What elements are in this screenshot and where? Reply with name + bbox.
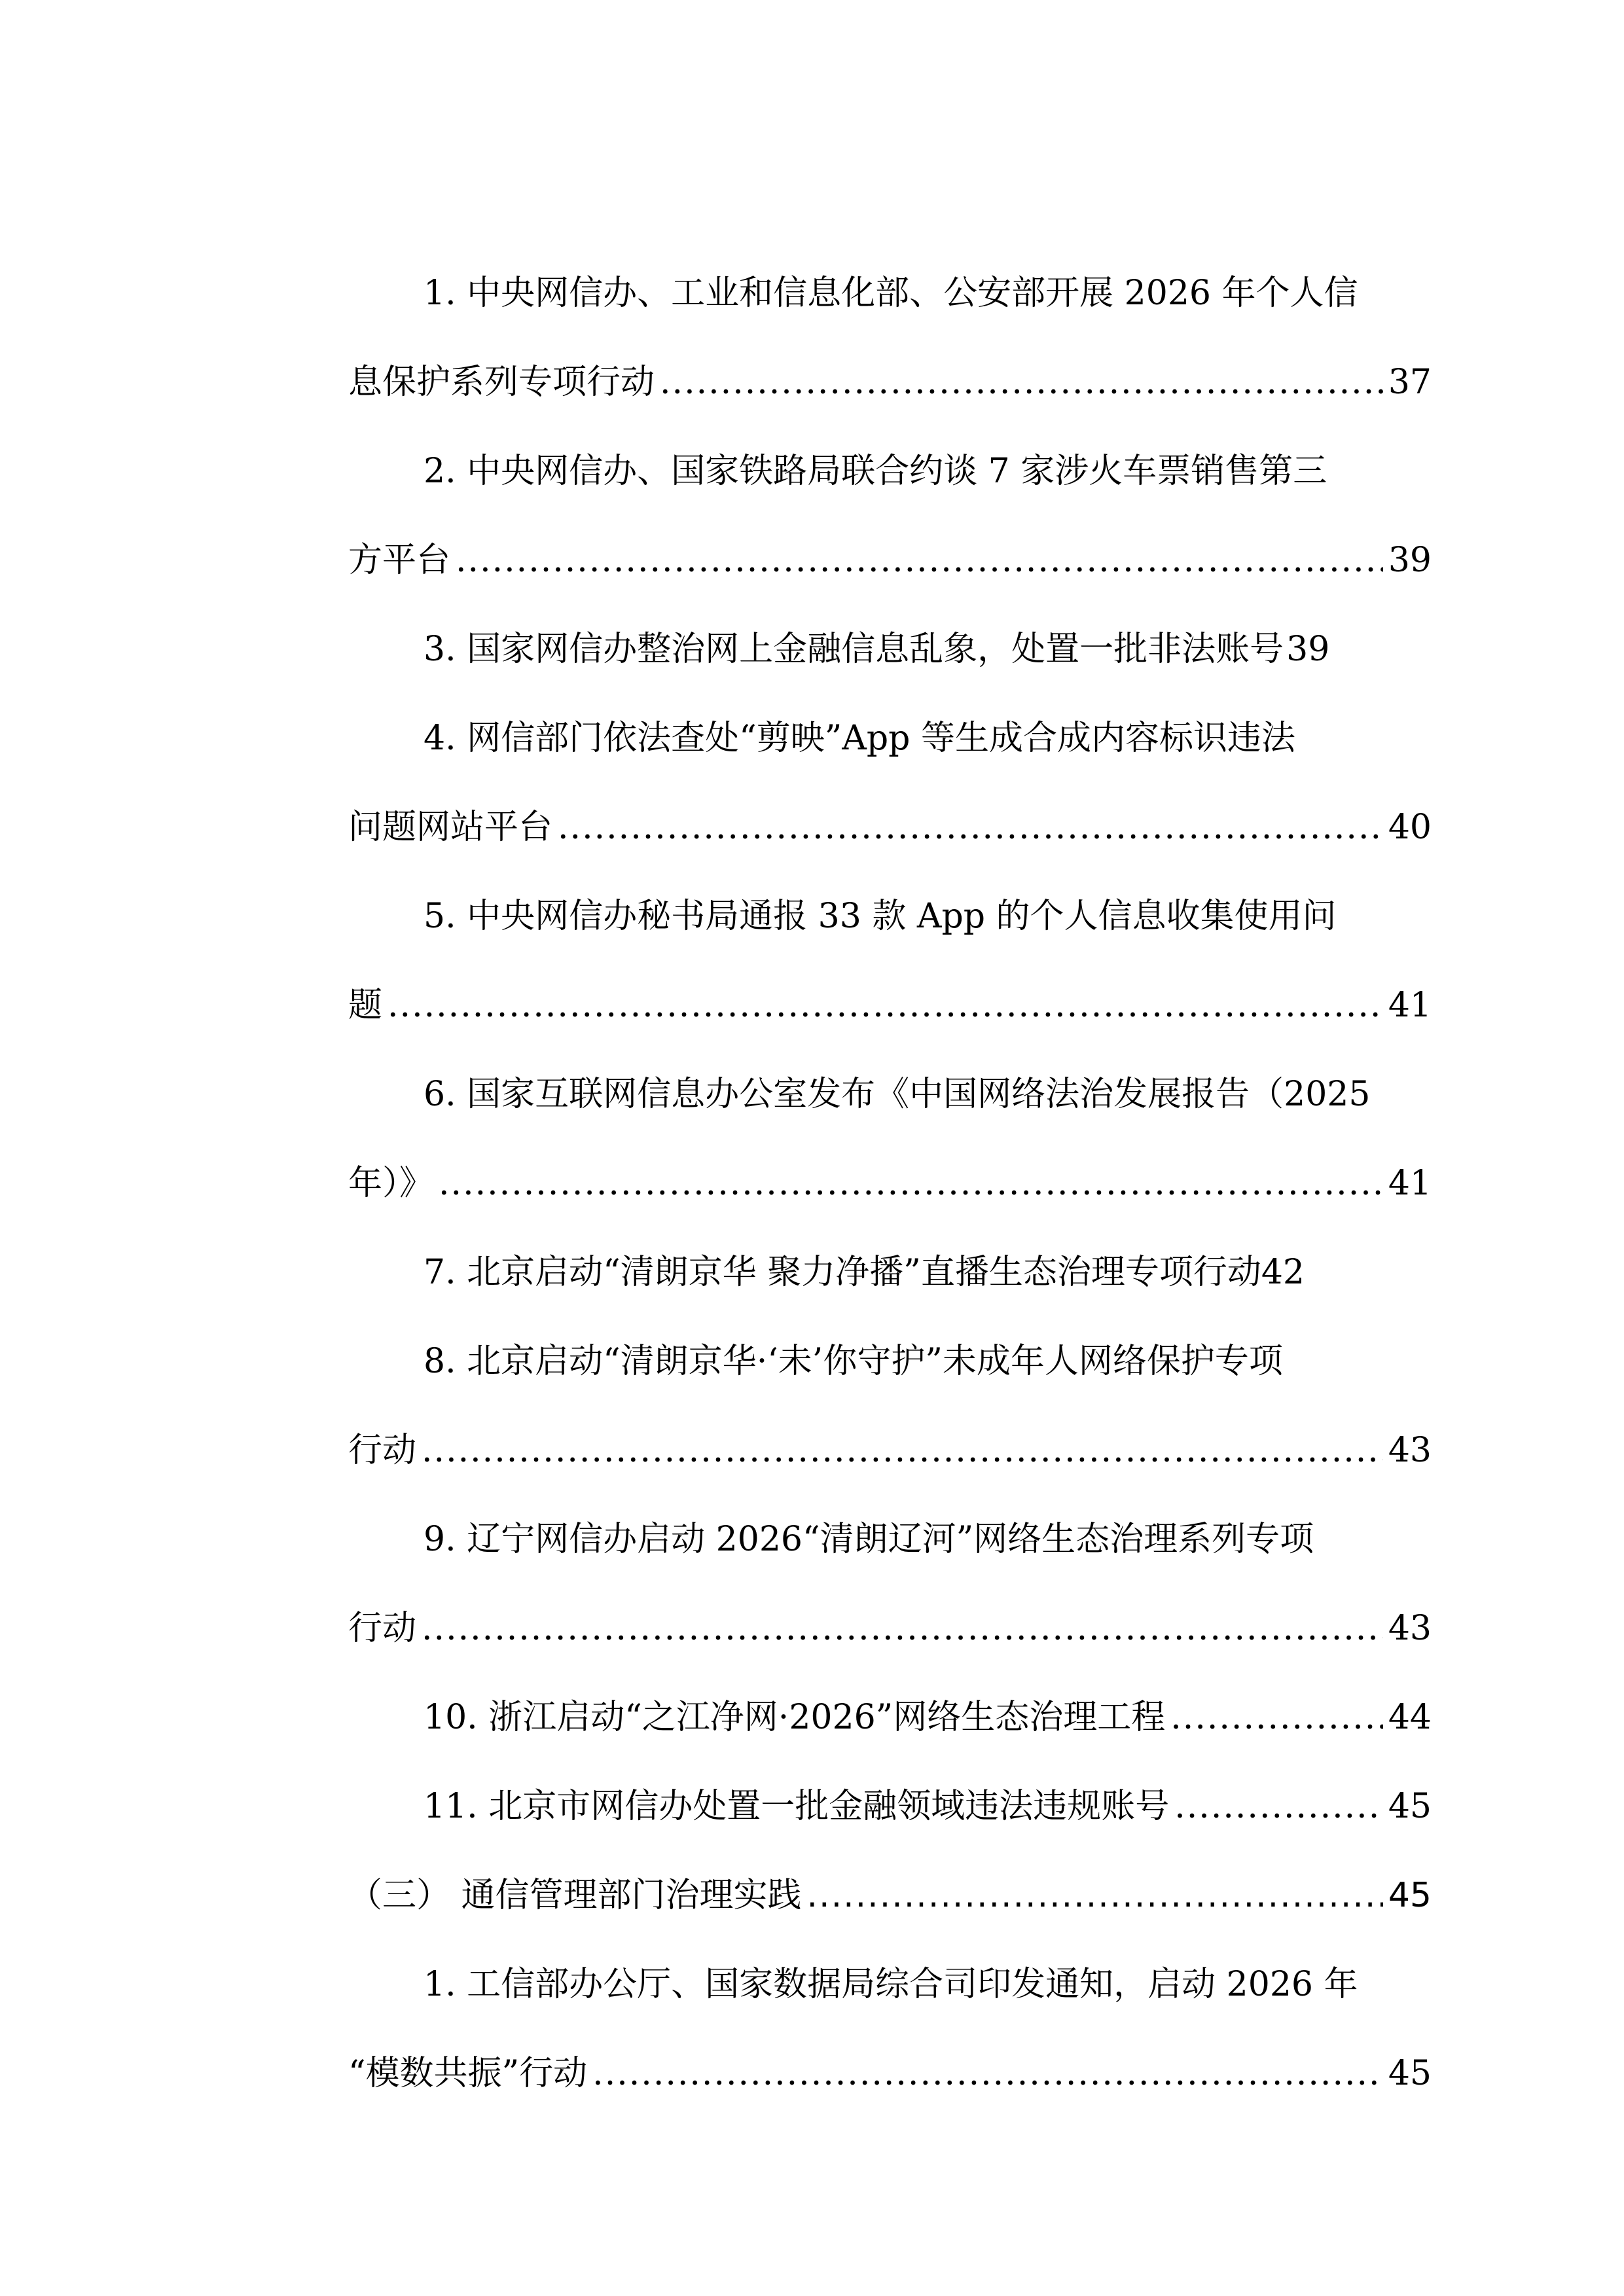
page-number: 43 [1388,1431,1432,1470]
section-title: （三） 通信管理部门治理实践 [348,1876,802,1915]
toc-entry-9-line2[interactable] [348,1584,1432,1673]
toc-entry-11[interactable] [348,1762,1432,1851]
toc-entry-text: “模数共振”行动 [348,2054,588,2093]
toc-entry-text: 息保护系列专项行动 [348,363,655,402]
page-number: 42 [1261,1253,1305,1292]
dot-leader [592,2029,1383,2118]
toc-entry-4-line2[interactable] [348,783,1432,872]
toc-entry-text: 6. 国家互联网信息办公室发布《中国网络法治发展报告（2025 [424,1075,1371,1114]
page-number: 45 [1388,2054,1432,2093]
page-number: 40 [1388,808,1432,847]
page-number: 39 [1286,630,1330,669]
page-number: 41 [1388,1164,1432,1203]
dot-leader [439,1139,1383,1228]
toc-entry-10[interactable] [348,1673,1432,1762]
dot-leader [422,1584,1383,1673]
page-number: 37 [1388,363,1432,402]
dot-leader [660,338,1383,427]
page-number: 44 [1388,1698,1432,1737]
page-number: 43 [1388,1609,1432,1648]
toc-entry-6-line1[interactable] [348,1050,1432,1139]
toc-entry-text: 问题网站平台 [348,808,553,847]
page-number: 45 [1388,1787,1432,1826]
toc-entry-text: 5. 中央网信办秘书局通报 33 款 App 的个人信息收集使用问 [424,897,1337,936]
toc-entry-6-line2[interactable] [348,1139,1432,1228]
toc-entry-text: 10. 浙江启动“之江净网·2026”网络生态治理工程 [424,1698,1166,1737]
toc-entry-text: 1. 中央网信办、工业和信息化部、公安部开展 2026 年个人信 [424,274,1358,313]
toc-entry-text: 3. 国家网信办整治网上金融信息乱象，处置一批非法账号 [424,630,1284,669]
toc-entry-text: 2. 中央网信办、国家铁路局联合约谈 7 家涉火车票销售第三 [424,452,1327,491]
toc-entry-text: 8. 北京启动“清朗京华·‘未’你守护”未成年人网络保护专项 [424,1342,1283,1381]
toc-entry-text: 题 [348,986,383,1025]
dot-leader [388,961,1383,1050]
toc-entry-8-line1[interactable] [348,1317,1432,1406]
toc-entry-7[interactable] [348,1228,1432,1317]
dot-leader [807,1851,1383,1940]
toc-entry-text: 行动 [348,1609,417,1648]
toc-entry-text: 年）》 [348,1164,434,1203]
page-number: 41 [1388,986,1432,1025]
toc-entry-3[interactable] [348,605,1432,694]
toc-entry-2-line2[interactable] [348,516,1432,605]
toc-entry-text: 7. 北京启动“清朗京华 聚力净播”直播生态治理专项行动 [424,1253,1261,1292]
toc-entry-text: 11. 北京市网信办处置一批金融领域违法违规账号 [424,1787,1170,1826]
page-number: 39 [1388,541,1432,580]
toc-entry-2-line1[interactable] [348,427,1432,516]
toc-entry-9-line1[interactable] [348,1495,1432,1584]
page-number: 45 [1388,1876,1432,1915]
dot-leader [456,516,1383,605]
toc-entry-12-line2[interactable] [348,2029,1432,2118]
toc-entry-12-line1[interactable] [348,1940,1432,2029]
dot-leader [422,1406,1383,1495]
toc-entry-1-line2[interactable] [348,338,1432,427]
toc-entry-text: 方平台 [348,541,451,580]
dot-leader [558,783,1383,872]
toc-entry-5-line2[interactable] [348,961,1432,1050]
toc-entry-text: 9. 辽宁网信办启动 2026“清朗辽河”网络生态治理系列专项 [424,1520,1314,1559]
dot-leader [1170,1673,1383,1762]
dot-leader [1174,1762,1383,1851]
toc-section-heading[interactable] [348,1851,1432,1940]
toc-entry-text: 1. 工信部办公厅、国家数据局综合司印发通知，启动 2026 年 [424,1965,1358,2004]
toc-entry-4-line1[interactable] [348,694,1432,783]
toc-entry-text: 行动 [348,1431,417,1470]
toc-entry-5-line1[interactable] [348,872,1432,961]
toc-entry-text: 4. 网信部门依法查处“剪映”App 等生成合成内容标识违法 [424,719,1295,758]
toc-entry-8-line2[interactable] [348,1406,1432,1495]
table-of-contents [348,249,1432,2118]
toc-entry-1-line1[interactable] [348,249,1432,338]
